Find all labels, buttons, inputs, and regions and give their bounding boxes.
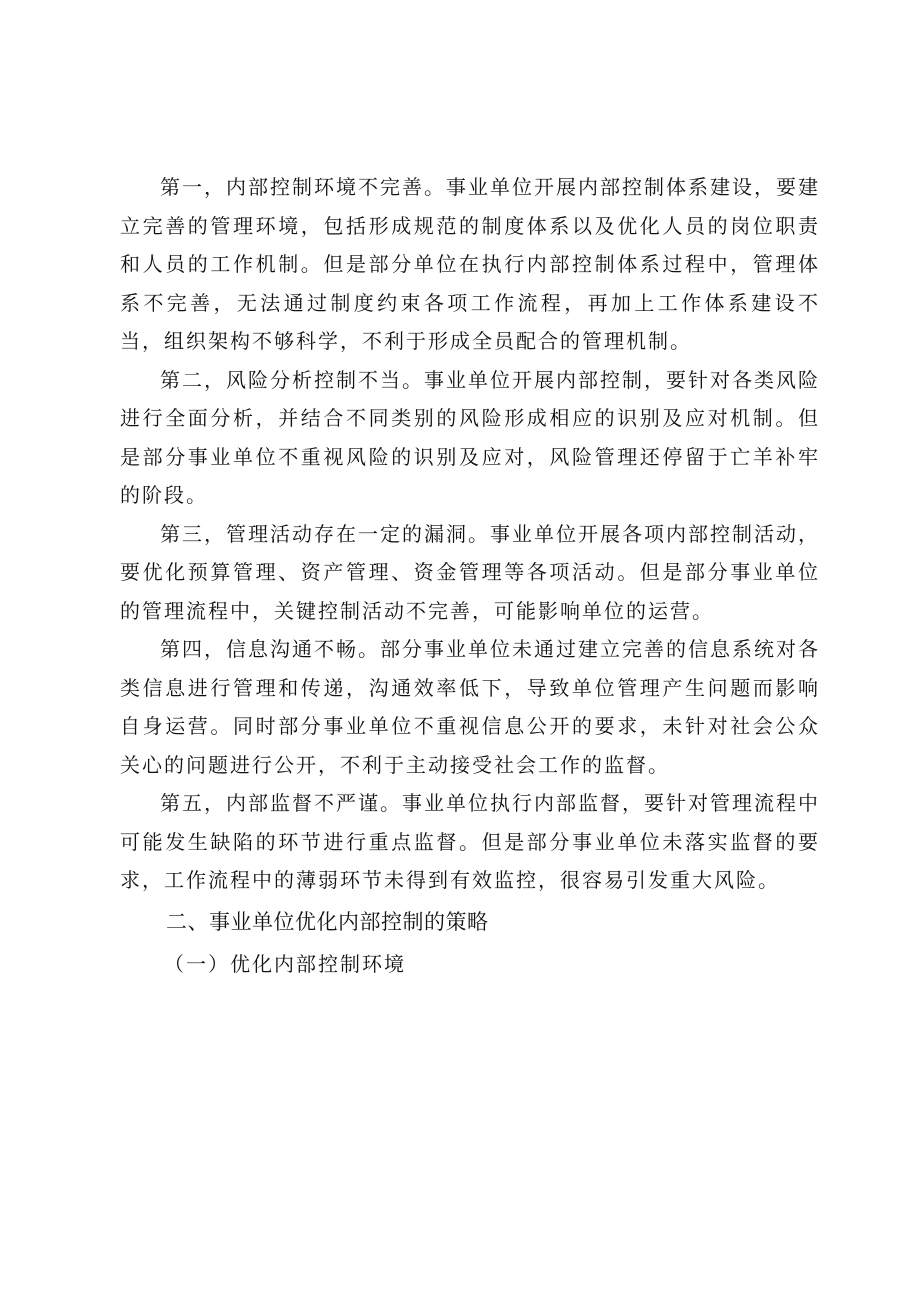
paragraph-second: 第二，风险分析控制不当。事业单位开展内部控制，要针对各类风险进行全面分析，并结合不同类别的风险形成相应的识别及应对机制。但是部分事业单位不重视风险的识别及应对，风险管理还停留于亡羊补牢的阶段。 bbox=[120, 367, 820, 507]
subsection-heading: （一）优化内部控制环境 bbox=[164, 951, 406, 976]
paragraph-third: 第三，管理活动存在一定的漏洞。事业单位开展各项内部控制活动，要优化预算管理、资产管理、资金管理等各项活动。但是部分事业单位的管理流程中，关键控制活动不完善，可能影响单位的运营。 bbox=[120, 521, 820, 623]
document-body bbox=[120, 168, 820, 984]
section-heading: 二、事业单位优化内部控制的策略 bbox=[166, 909, 489, 934]
paragraph-first: 第一，内部控制环境不完善。事业单位开展内部控制体系建设，要建立完善的管理环境，包括形成规范的制度体系以及优化人员的岗位职责和人员的工作机制。但是部分单位在执行内部控制体系过程中，管理体系不完善，无法通过制度约束各项工作流程，再加上工作体系建设不当，组织架构不够科学，不利于形成全员配合的管理机制。 bbox=[120, 175, 820, 353]
paragraph-fifth: 第五，内部监督不严谨。事业单位执行内部监督，要针对管理流程中可能发生缺陷的环节进行重点监督。但是部分事业单位未落实监督的要求，工作流程中的薄弱环节未得到有效监控，很容易引发重大风险。 bbox=[120, 791, 820, 892]
paragraph-fourth: 第四，信息沟通不畅。部分事业单位未通过建立完善的信息系统对各类信息进行管理和传递，沟通效率低下，导致单位管理产生问题而影响自身运营。同时部分事业单位不重视信息公开的要求，未针对社会公众关心的问题进行公开，不利于主动接受社会工作的监督。 bbox=[120, 637, 820, 777]
